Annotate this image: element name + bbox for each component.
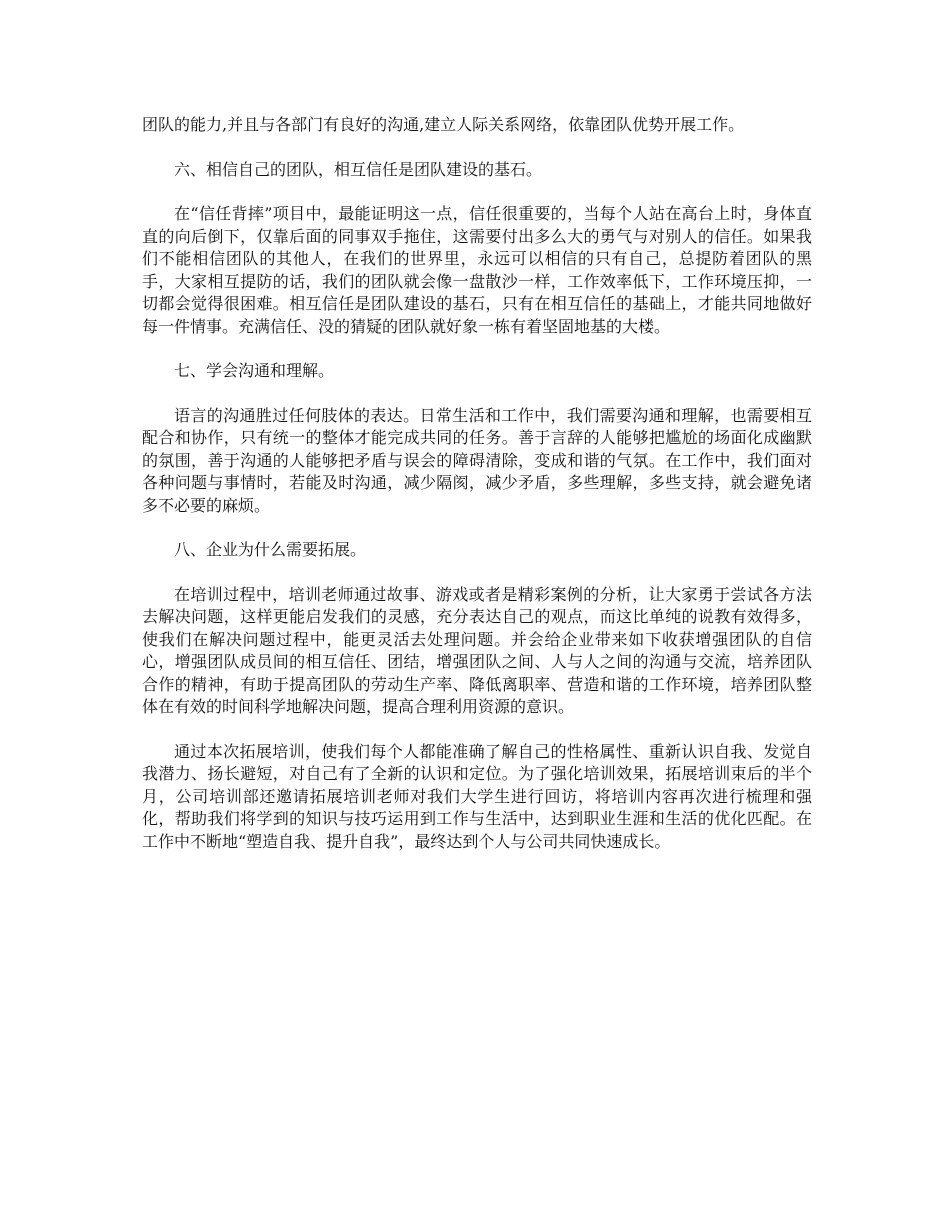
continuation-paragraph: 团队的能力,并且与各部门有良好的沟通,建立人际关系网络，依靠团队优势开展工作。 (142, 115, 745, 134)
section-body-7: 语言的沟通胜过任何肢体的表达。日常生活和工作中，我们需要沟通和理解，也需要相互配合和协作，只有统一的整体才能完成共同的任务。善于言辞的人能够把尴尬的场面化成幽默的氛围，善于沟通的人能够把矛盾与误会的障碍清除，变成和谐的气氛。在工作中，我们面对各种问题与事情时，若能及时沟通，减少隔阂，减少矛盾，多些理解，多些支持，就会避免诸多不必要的麻烦。 (142, 405, 812, 515)
section-body-8: 在培训过程中，培训老师通过故事、游戏或者是精彩案例的分析，让大家勇于尝试各方法去解决问题，这样更能启发我们的灵感，充分表达自己的观点，而这比单纯的说教有效得多，使我们在解决问题过程中，能更灵活去处理问题。并会给企业带来如下收获增强团队的自信心，增强团队成员间的相互信任、团结，增强团队之间、人与人之间的沟通与交流，培养团队合作的精神，有助于提高团队的劳动生产率、降低离职率、营造和谐的工作环境，培养团队整体在有效的时间科学地解决问题，提高合理利用资源的意识。 (142, 584, 812, 716)
section-heading-8: 八、企业为什么需要拓展。 (174, 540, 367, 559)
section-body-6: 在“信任背摔”项目中，最能证明这一点，信任很重要的，当每个人站在高台上时，身体直直的向后倒下，仅靠后面的同事双手拖住，这需要付出多么大的勇气与对别人的信任。如果我们不能相信团队的其他人，在我们的世界里，永远可以相信的只有自己，总提防着团队的黑手，大家相互提防的话，我们的团队就会像一盘散沙一样，工作效率低下，工作环境压抑，一切都会觉得很困难。相互信任是团队建设的基石，只有在相互信任的基础上，才能共同地做好每一件情事。充满信任、没的猜疑的团队就好象一栋有着坚固地基的大楼。 (142, 204, 812, 336)
section-heading-6: 六、相信自己的团队，相互信任是团队建设的基石。 (174, 159, 543, 179)
closing-paragraph: 通过本次拓展培训，使我们每个人都能准确了解自己的性格属性、重新认识自我、发觉自我潜力、扬长避短，对自己有了全新的认识和定位。为了强化培训效果，拓展培训束后的半个月，公司培训部还邀请拓展培训老师对我们大学生进行回访，将培训内容再次进行梳理和强化，帮助我们将学到的知识与技巧运用到工作与生活中，达到职业生涯和生活的优化匹配。在工作中不断地“塑造自我、提升自我”，最终达到个人与公司共同快速成长。 (142, 741, 812, 851)
document-page (142, 114, 812, 875)
section-heading-7: 七、学会沟通和理解。 (174, 361, 335, 380)
